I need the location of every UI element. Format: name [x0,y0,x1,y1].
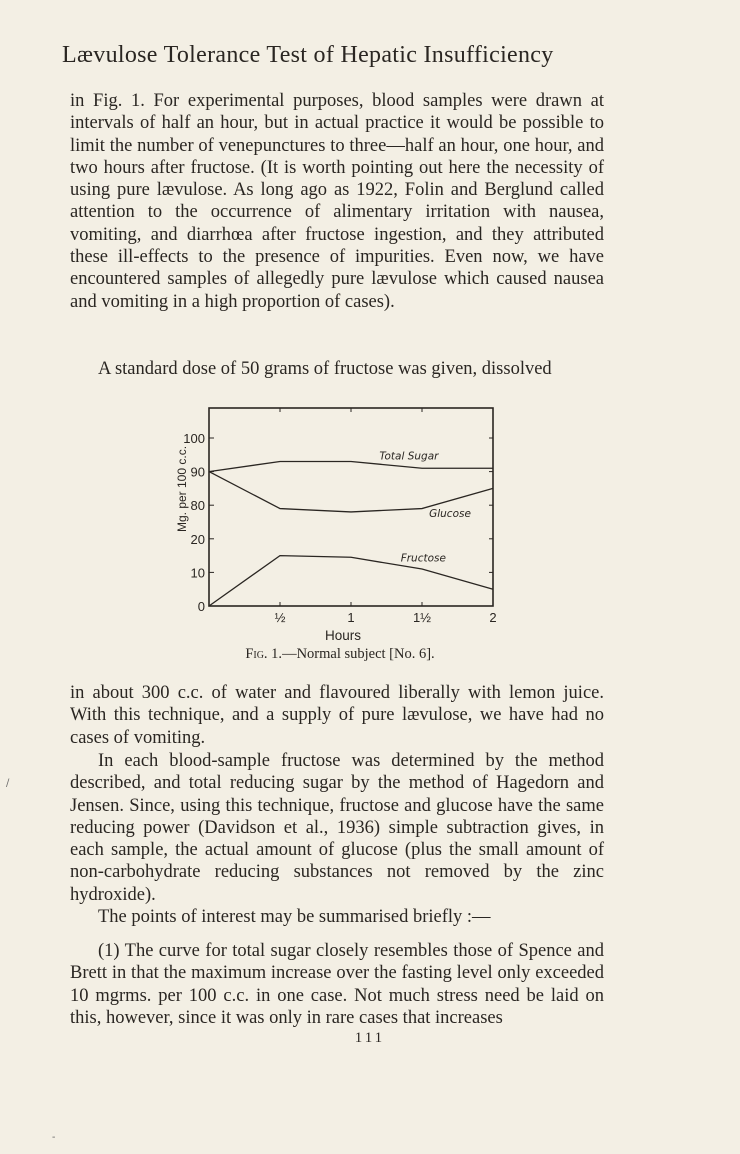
y-tick-label: 80 [190,498,205,514]
margin-mark: - [52,1132,56,1143]
y-tick-label: 100 [183,431,205,446]
series-label: Total Sugar [379,450,439,463]
x-tick-label: 1½ [412,610,432,625]
paragraph-3: in about 300 c.c. of water and flavoured liberally with lemon juice. With this technique, and a supply of pure lævulose, we have had no cases of vomiting. [70,683,604,748]
figure-1-chart [175,398,520,643]
series-label: Fructose [400,552,446,565]
x-tick-label: 2 [489,610,497,625]
figure-caption-text: —Normal subject [No. 6]. [282,646,435,662]
x-tick-label: ½ [274,610,286,625]
paragraph-2: A standard dose of 50 grams of fructose was given, dissolved [98,359,552,379]
paragraph-6: (1) The curve for total sugar closely resembles those of Spence and Brett in that the maximum increase over the fasting level only exceeded 10 mgrms. per 100 c.c. in one case. Not much stress need be laid on this, however, since it was only in rare cases that increases [70,941,604,1028]
y-tick-label: 0 [197,599,205,614]
x-axis-label: Hours [324,628,362,643]
series-label: Glucose [429,507,471,520]
paragraph-4: In each blood-sample fructose was determined by the method described, and total reducing sugar by the method of Hagedorn and Jensen. Since, using this technique, fructose and glucose have the same reducing power (Davidson et al., 1936) simple subtraction gives, in each sample, the actual amount of glucose (plus the small amount of non-carbohydrate reducing substances not removed by the zinc hydroxide). [70,751,604,905]
figure-caption-label: Fig. 1. [245,646,283,662]
paragraph-5: The points of interest may be summarised briefly :— [98,907,491,927]
y-tick-label: 90 [190,464,205,480]
y-tick-label: 10 [190,565,205,581]
figure-caption [0,646,680,663]
page-number: 111 [354,1030,386,1046]
series-line-fructose [209,556,493,606]
margin-mark: / [6,778,10,789]
series-line-total-sugar [209,462,493,472]
paragraph-1: in Fig. 1. For experimental purposes, blood samples were drawn at intervals of half an hour, but in actual practice it would be possible to limit the number of venepunctures to three—half an hour, one hour, and two hours after fructose. (It is worth pointing out here the necessity of using pure lævulose. As long ago as 1922, Folin and Berglund called attention to the occurrence of alimentary irritation with nausea, vomiting, and diarrhœa after fructose ingestion, and they attributed these ill-effects to the presence of impurities. Even now, we have encountered samples of allegedly pure lævulose which caused nausea and vomiting in a high proportion of cases). [70,91,604,312]
x-tick-label: 1 [347,610,355,625]
y-tick-label: 20 [190,531,205,547]
series-line-glucose [209,472,493,512]
page-title: Lævulose Tolerance Test of Hepatic Insufficiency [62,42,554,68]
y-axis-label: Mg. per 100 c.c. [175,445,189,533]
